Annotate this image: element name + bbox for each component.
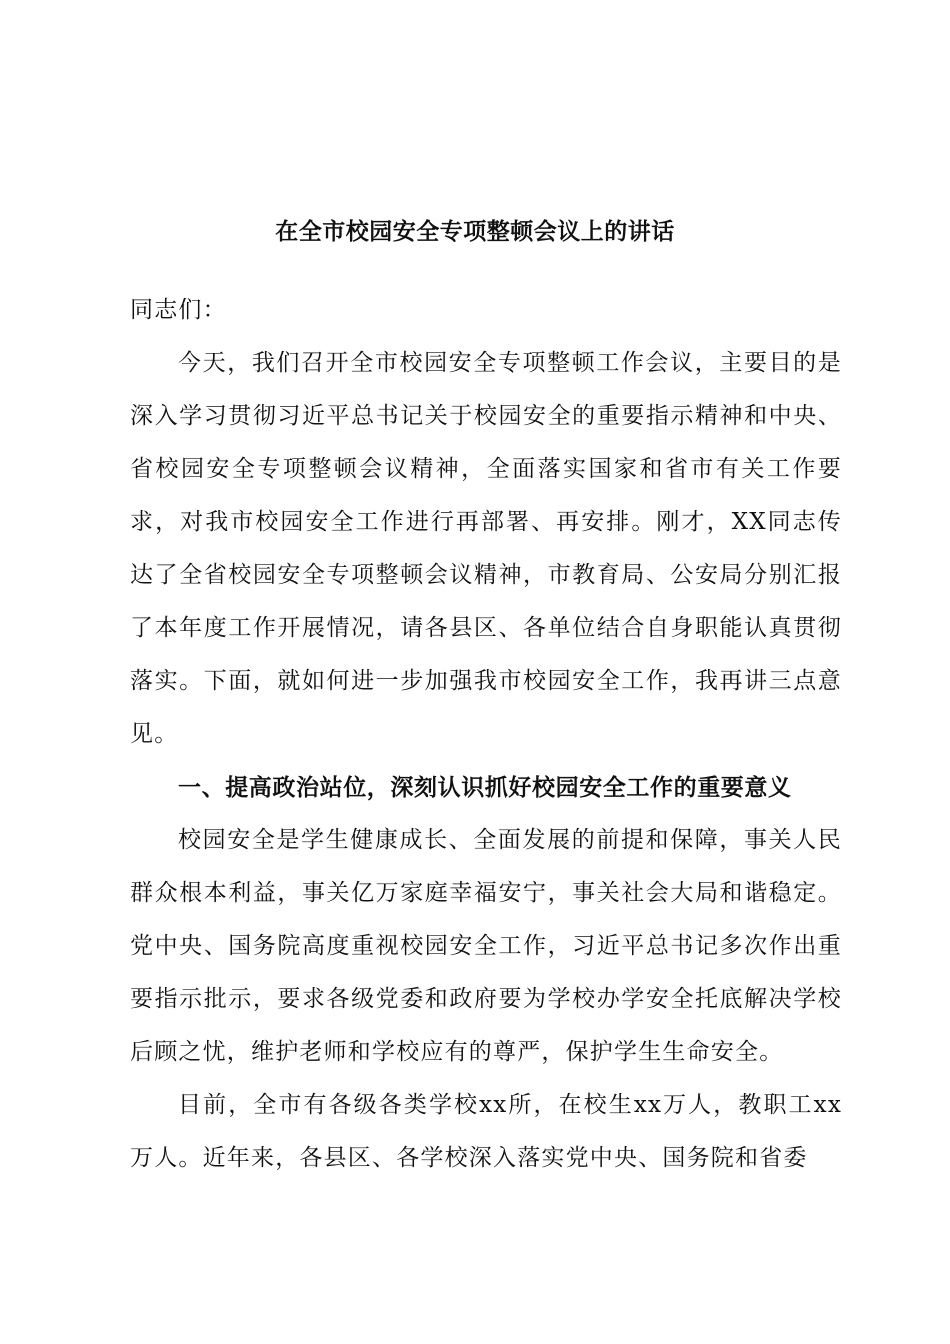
section-heading-1: 一、提高政治站位，深刻认识抓好校园安全工作的重要意义 xyxy=(178,774,792,801)
paragraph-current-status: 目前，全市有各级各类学校xx所，在校生xx万人，教职工xx万人。近年来，各县区、各学校深入落实党中央、国务院和省委 xyxy=(130,1092,842,1171)
paragraph-significance: 校园安全是学生健康成长、全面发展的前提和保障，事关人民群众根本利益，事关亿万家庭幸福安宁，事关社会大局和谐稳定。党中央、国务院高度重视校园安全工作，习近平总书记多次作出重要指示批示，要求各级党委和政府要为学校办学安全托底解决学校后顾之忧，维护老师和学校应有的尊严，保护学生生命安全。 xyxy=(130,827,842,1065)
document-title: 在全市校园安全专项整顿会议上的讲话 xyxy=(275,218,675,245)
paragraph-intro: 今天，我们召开全市校园安全专项整顿工作会议，主要目的是深入学习贯彻习近平总书记关于校园安全的重要指示精神和中央、省校园安全专项整顿会议精神，全面落实国家和省市有关工作要求，对我市校园安全工作进行再部署、再安排。刚才，XX同志传达了全省校园安全专项整顿会议精神，市教育局、公安局分别汇报了本年度工作开展情况，请各县区、各单位结合自身职能认真贯彻落实。下面，就如何进一步加强我市校园安全工作，我再讲三点意见。 xyxy=(130,350,842,747)
document-body xyxy=(130,284,842,1185)
salutation: 同志们： xyxy=(130,297,227,323)
